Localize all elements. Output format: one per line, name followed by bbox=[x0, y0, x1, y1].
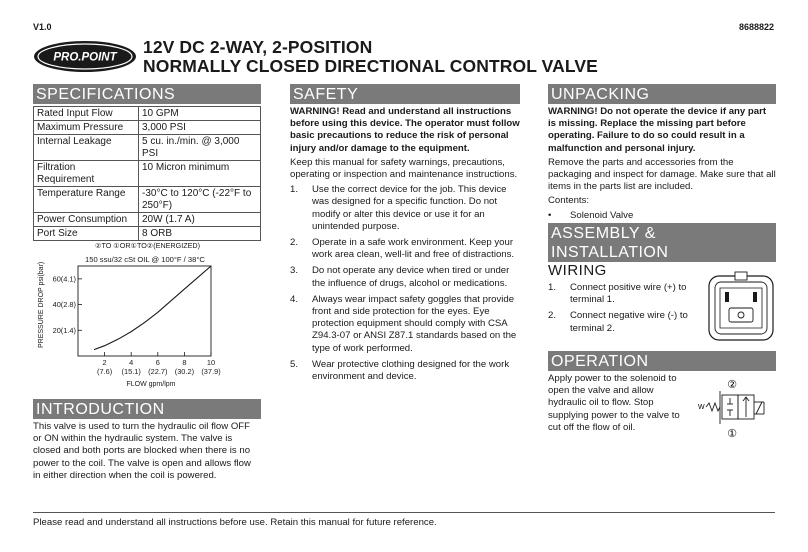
x-tick-label: 4 bbox=[129, 358, 134, 367]
version-label: V1.0 bbox=[33, 22, 52, 32]
x-tick-sub-label: (30.2) bbox=[174, 367, 195, 376]
spring-label: W bbox=[698, 404, 705, 411]
spec-value: 10 Micron minimum bbox=[139, 161, 261, 187]
page-title bbox=[143, 38, 598, 76]
spec-key: Rated Input Flow bbox=[34, 107, 139, 121]
spec-row bbox=[34, 107, 261, 121]
graph-y-axis-label: PRESSURE DROP psi(bar) bbox=[38, 261, 45, 348]
x-tick-sub-label: (22.7) bbox=[148, 367, 168, 376]
logo-text: PRO.POINT bbox=[53, 51, 117, 64]
safety-number: 2. bbox=[290, 237, 299, 249]
x-tick-sub-label: (7.6) bbox=[96, 367, 113, 376]
safety-item bbox=[290, 359, 520, 383]
safety-text: Wear protective clothing designed for the work environment and device. bbox=[312, 358, 510, 383]
y-tick-label: 40(2.8) bbox=[52, 300, 76, 310]
port-2-label: ② bbox=[727, 378, 737, 391]
spec-key: Filtration Requirement bbox=[34, 161, 139, 187]
graph-frame bbox=[78, 266, 211, 356]
wiring-step-text: Connect positive wire (+) to terminal 1. bbox=[570, 282, 687, 306]
y-tick-label: 20(1.4) bbox=[52, 325, 76, 335]
safety-item bbox=[290, 294, 520, 355]
spec-value: 5 cu. in./min. @ 3,000 PSI bbox=[139, 135, 261, 161]
spec-row bbox=[34, 135, 261, 161]
x-tick-sub-label: (15.1) bbox=[121, 367, 141, 376]
spec-key: Internal Leakage bbox=[34, 135, 139, 161]
specifications-table bbox=[33, 106, 261, 241]
specifications-heading: SPECIFICATIONS bbox=[33, 84, 261, 104]
spec-value: -30°C to 120°C (-22°F to 250°F) bbox=[139, 187, 261, 213]
spec-key: Maximum Pressure bbox=[34, 121, 139, 135]
wiring-step-item bbox=[548, 310, 698, 334]
introduction-heading: INTRODUCTION bbox=[33, 399, 261, 419]
connector-diagram bbox=[705, 268, 777, 346]
safety-heading: SAFETY bbox=[290, 84, 520, 104]
x-tick-label: 10 bbox=[206, 358, 216, 367]
x-tick-label: 2 bbox=[102, 358, 107, 367]
specifications-section bbox=[33, 84, 261, 241]
graph-x-axis-label: FLOW gpm/lpm bbox=[126, 381, 176, 388]
x-tick-label: 8 bbox=[182, 358, 187, 367]
spec-value: 8 ORB bbox=[139, 227, 261, 241]
port-1-label: ① bbox=[727, 427, 737, 440]
safety-number: 5. bbox=[290, 358, 299, 370]
pro-point-logo bbox=[33, 40, 137, 73]
safety-text: Operate in a safe work environment. Keep your work area clean, well-lit and free of distractions. bbox=[312, 237, 515, 261]
assembly-heading bbox=[548, 223, 776, 262]
safety-text: Always wear impact safety goggles that provide front and side protection for the eyes. Eye protection equipment should comply with CSA Z94.3-07 or ANSI Z87.1 standards based on the type of work performed. bbox=[312, 293, 517, 354]
footer-divider bbox=[33, 512, 775, 513]
safety-item bbox=[290, 265, 520, 289]
title-line-1: 12V DC 2-WAY, 2-POSITION bbox=[143, 37, 373, 57]
pressure-drop-graph bbox=[33, 236, 261, 394]
valve-symbol-diagram bbox=[694, 374, 774, 442]
unpacking-warning: WARNING! Do not operate the device if any part is missing. Replace the missing part before operating. Failure to do so could result in a malfunction and personal injury. bbox=[548, 106, 767, 154]
spec-row bbox=[34, 213, 261, 227]
wiring-step-item bbox=[548, 282, 698, 306]
spec-key: Temperature Range bbox=[34, 187, 139, 213]
spec-row bbox=[34, 161, 261, 187]
contents-label: Contents: bbox=[548, 195, 590, 207]
safety-item bbox=[290, 184, 520, 233]
safety-item bbox=[290, 237, 520, 261]
graph-top-label: ②TO ①OR①TO②(ENERGIZED) bbox=[95, 241, 200, 250]
unpacking-text: Remove the parts and accessories from the packaging and inspect for damage. Make sure that all items in the parts list are included. bbox=[548, 156, 776, 193]
spec-row bbox=[34, 121, 261, 135]
introduction-section bbox=[33, 399, 261, 482]
spec-value: 20W (1.7 A) bbox=[139, 213, 261, 227]
spec-key: Port Size bbox=[34, 227, 139, 241]
safety-intro: Keep this manual for safety warnings, precautions, operating or inspection and maintenance instructions. bbox=[290, 156, 518, 181]
safety-list bbox=[290, 184, 520, 383]
wiring-heading: WIRING bbox=[548, 262, 607, 279]
wiring-step-number: 2. bbox=[548, 310, 557, 322]
x-tick-label: 6 bbox=[155, 358, 160, 367]
spec-value: 10 GPM bbox=[139, 107, 261, 121]
x-tick-sub-label: (37.9) bbox=[201, 367, 221, 376]
safety-number: 4. bbox=[290, 293, 299, 305]
assembly-heading-line-2: INSTALLATION bbox=[551, 244, 669, 261]
graph-subtitle: 150 ssu/32 cSt OIL @ 100°F / 38°C bbox=[85, 255, 205, 264]
safety-number: 3. bbox=[290, 265, 299, 277]
spec-key: Power Consumption bbox=[34, 213, 139, 227]
safety-text: Do not operate any device when tired or under the influence of drugs, alcohol or medications. bbox=[312, 265, 510, 289]
title-line-2: NORMALLY CLOSED DIRECTIONAL CONTROL VALVE bbox=[143, 56, 598, 76]
wiring-step-number: 1. bbox=[548, 282, 557, 293]
unpacking-section bbox=[548, 84, 776, 222]
contents-item-text: Solenoid Valve bbox=[570, 209, 634, 221]
bullet-icon: • bbox=[548, 209, 552, 221]
y-tick-label: 60(4.1) bbox=[52, 274, 76, 284]
wiring-step-text: Connect negative wire (-) to terminal 2. bbox=[570, 310, 688, 334]
introduction-text: This valve is used to turn the hydraulic oil flow OFF or ON within the hydraulic system. The valve is closed and both ports are blocked when there is no power to the coil. The valve is open and allows flow in either direction when the coil is powered. bbox=[33, 421, 251, 481]
safety-number: 1. bbox=[290, 184, 299, 196]
contents-item bbox=[548, 210, 776, 222]
safety-section bbox=[290, 84, 520, 387]
safety-warning: WARNING! Read and understand all instructions before using this device. The operator must follow basic precautions to reduce the risk of personal injury and/or damage to the equipment. bbox=[290, 106, 520, 154]
safety-text: Use the correct device for the job. This device was designed for a specific function. Do not modify or alter this device or use it for an unintended purpose. bbox=[312, 184, 507, 232]
pressure-drop-line bbox=[94, 266, 211, 350]
operation-heading: OPERATION bbox=[548, 351, 776, 371]
unpacking-heading: UNPACKING bbox=[548, 84, 776, 104]
wiring-steps bbox=[548, 282, 698, 335]
graph-plot-area bbox=[53, 266, 221, 376]
document-number: 8688822 bbox=[738, 22, 774, 32]
spec-value: 3,000 PSI bbox=[139, 121, 261, 135]
footer-text: Please read and understand all instructions before use. Retain this manual for future reference. bbox=[33, 517, 437, 528]
operation-text: Apply power to the solenoid to open the valve and allow hydraulic oil to flow. Stop supplying power to the valve to cut off the flow of oil. bbox=[548, 373, 680, 433]
assembly-heading-line-1: ASSEMBLY & bbox=[551, 225, 656, 242]
contents-list bbox=[548, 210, 776, 222]
spec-row bbox=[34, 187, 261, 213]
